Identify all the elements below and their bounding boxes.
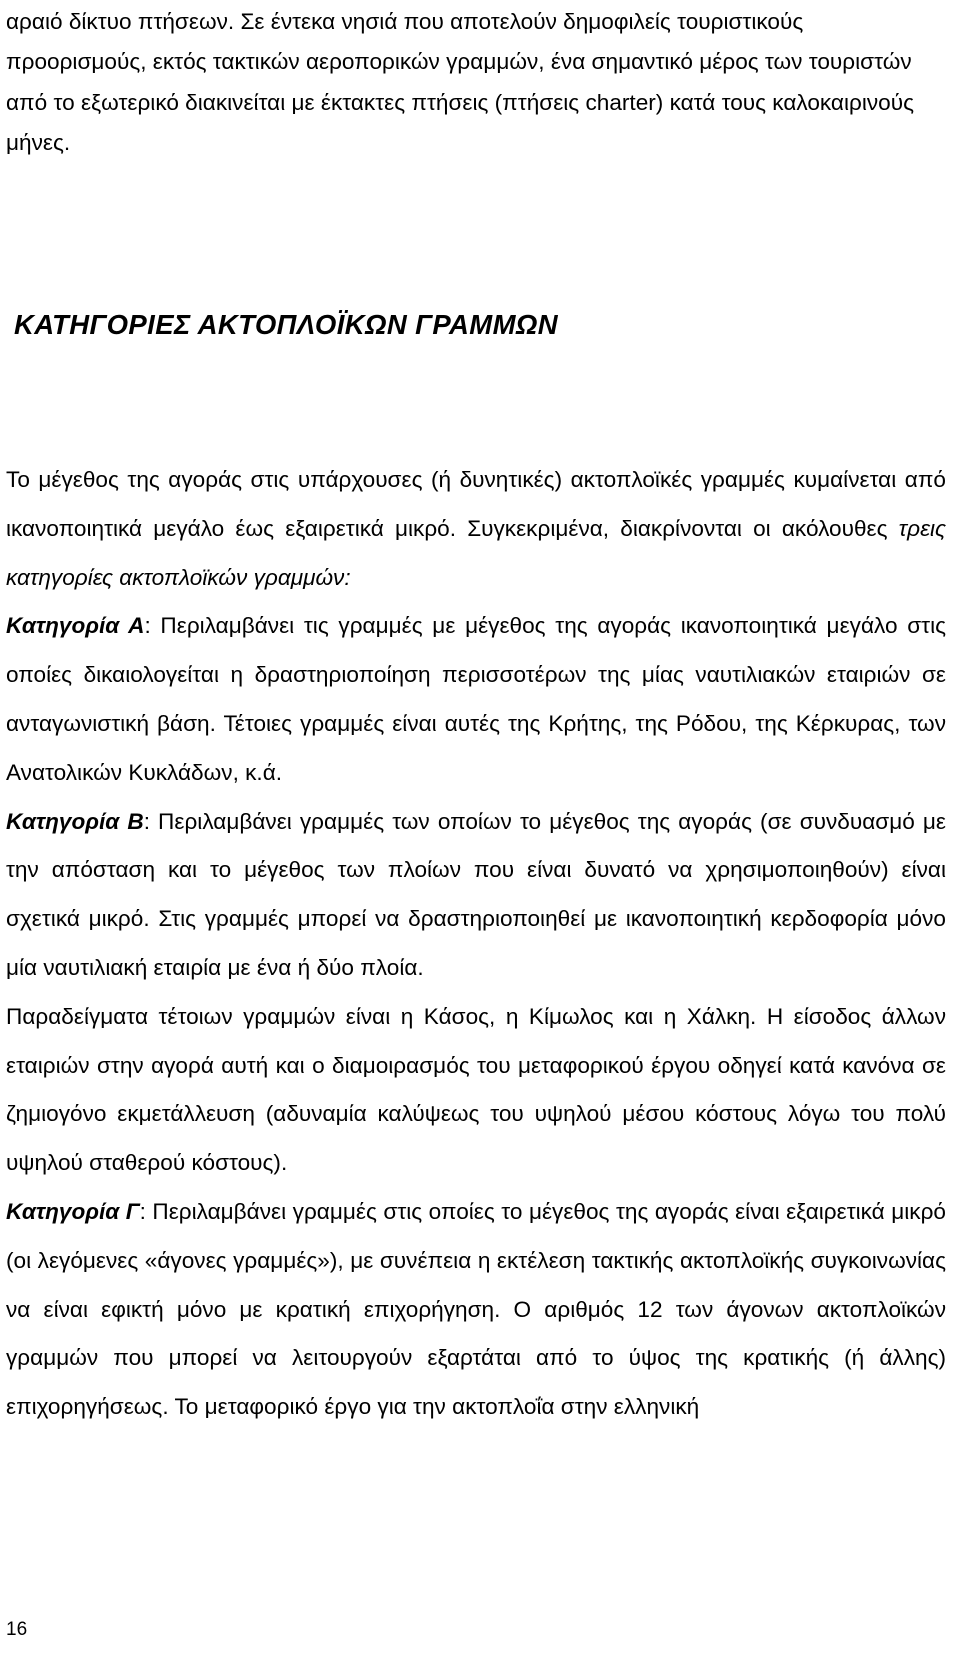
category-a-paragraph bbox=[6, 602, 946, 797]
category-c-paragraph bbox=[6, 1188, 946, 1432]
intro-paragraph: αραιό δίκτυο πτήσεων. Σε έντεκα νησιά που αποτελούν δημοφιλείς τουριστικούς προορισμούς, εκτός τακτικών αεροπορικών γραμμών, ένα σημαντικό μέρος των τουριστών από το εξωτερικό διακινείται με έκτακτες πτήσεις (πτήσεις charter) κατά τους καλοκαιρινούς μήνες. bbox=[6, 9, 914, 155]
category-c-text: Περιλαμβάνει γραμμές στις οποίες το μέγεθος της αγοράς είναι εξαιρετικά μικρό (οι λεγόμενες «άγονες γραμμές»), με συνέπεια η εκτέλεση τακτικής ακτοπλοϊκής συγκοινωνίας να είναι εφικτή μόνο με κρατική επιχορήγηση. Ο αριθμός 12 των άγονων ακτοπλοϊκών γραμμών που μπορεί να λειτουργούν εξαρτάται από το ύψος της κρατικής (ή άλλης) επιχορηγήσεως. Το μεταφορικό έργο για την ακτοπλοΐα στην ελληνική bbox=[6, 1198, 946, 1420]
category-b-separator: : bbox=[143, 808, 150, 834]
category-c-label: Κατηγορία Γ bbox=[6, 1198, 140, 1224]
section-heading: ΚΑΤΗΓΟΡΙΕΣ ΑΚΤΟΠΛΟΪΚΩΝ ΓΡΑΜΜΩΝ bbox=[14, 309, 559, 340]
category-b-paragraph bbox=[6, 798, 946, 993]
category-b-text: Περιλαμβάνει γραμμές των οποίων το μέγεθος της αγοράς (σε συνδυασμό με την απόσταση και το μέγεθος των πλοίων που είναι δυνατό να χρησιμοποιηθούν) είναι σχετικά μικρό. Στις γραμμές μπορεί να δραστηριοποιηθεί με ικανοποιητική κερδοφορία μόνο μία ναυτιλιακή εταιρία με ένα ή δύο πλοία. bbox=[6, 808, 946, 980]
page-number: 16 bbox=[6, 1619, 28, 1640]
category-a-text: Περιλαμβάνει τις γραμμές με μέγεθος της αγοράς ικανοποιητικά μεγάλο στις οποίες δικαιολογείται η δραστηριοποίηση περισσοτέρων της μίας ναυτιλιακών εταιριών σε ανταγωνιστική βάση. Τέτοιες γραμμές είναι αυτές της Κρήτης, της Ρόδου, της Κέρκυρας, των Ανατολικών Κυκλάδων, κ.ά. bbox=[6, 613, 946, 785]
category-c-separator: : bbox=[139, 1198, 146, 1224]
overview-text: Το μέγεθος της αγοράς στις υπάρχουσες (ή δυνητικές) ακτοπλοϊκές γραμμές κυμαίνεται από ικανοποιητικά μεγάλο έως εξαιρετικά μικρό. Συγκεκριμένα, διακρίνονται οι ακόλουθες bbox=[6, 467, 946, 541]
overview-emphasis: τρεις κατηγορίες ακτοπλοϊκών γραμμών: bbox=[6, 515, 946, 590]
examples-paragraph: Παραδείγματα τέτοιων γραμμών είναι η Κάσος, η Κίμωλος και η Χάλκη. Η είσοδος άλλων εταιριών στην αγορά αυτή και ο διαμοιρασμός του μεταφορικού έργου οδηγεί κατά κανόνα σε ζημιογόνο εκμετάλλευση (αδυναμία καλύψεως του υψηλού μέσου κόστους λόγω του πολύ υψηλού σταθερού κόστους). bbox=[6, 1003, 946, 1176]
category-b-label: Κατηγορία Β bbox=[6, 808, 144, 834]
section-body bbox=[6, 456, 946, 1432]
category-a-label: Κατηγορία Α bbox=[6, 613, 145, 639]
overview-paragraph bbox=[6, 456, 946, 602]
category-a-separator: : bbox=[144, 613, 151, 639]
